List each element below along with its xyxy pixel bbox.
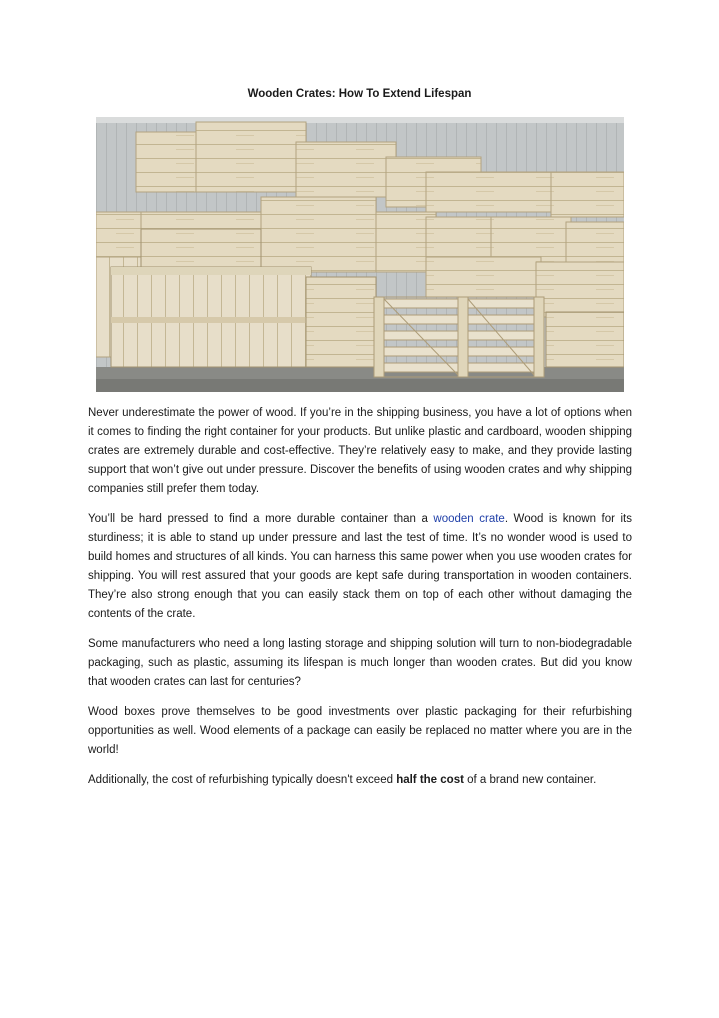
paragraph-5-text-end: of a brand new container. bbox=[463, 774, 597, 786]
paragraph-2-text-end: . Wood is known for its sturdiness; it is able to stand up under pressure and last the test of time. It’s no wonder wood is used to build homes and structures of all kinds. You can harness this same power when you use wooden crates for shipping. You will rest assured that your goods are kept safe during transportation in wooden containers. They’re also strong enough that you can easily stack them on top of each other without damaging the contents of the crate. bbox=[88, 513, 632, 620]
page-title: Wooden Crates: How To Extend Lifespan bbox=[247, 88, 472, 100]
wooden-crate-link[interactable]: wooden crate bbox=[433, 513, 505, 525]
paragraph-4: Wood boxes prove themselves to be good investments over plastic packaging for their refurbishing opportunities as well. Wood elements of a package can easily be replaced no matter where you are in the world! bbox=[88, 706, 632, 756]
paragraph-5-text-start: Additionally, the cost of refurbishing typically doesn't exceed bbox=[88, 774, 397, 786]
paragraph-2 bbox=[88, 510, 632, 624]
paragraph-5 bbox=[88, 771, 632, 790]
half-the-cost-emphasis: half the cost bbox=[396, 774, 464, 786]
wooden-crates-photo bbox=[96, 117, 624, 392]
article-body bbox=[88, 404, 632, 801]
paragraph-3: Some manufacturers who need a long lasting storage and shipping solution will turn to non-biodegradable packaging, such as plastic, assuming its lifespan is much longer than wooden crates. But did you know that wooden crates can last for centuries? bbox=[88, 638, 632, 688]
paragraph-1: Never underestimate the power of wood. If you’re in the shipping business, you have a lot of options when it comes to finding the right container for your products. But unlike plastic and cardboard, wooden shipping crates are extremely durable and cost-effective. They’re relatively easy to make, and they provide lasting support that won’t give out under pressure. Discover the benefits of using wooden crates and why shipping companies still prefer them today. bbox=[88, 407, 632, 495]
paragraph-2-text-start: You’ll be hard pressed to find a more durable container than a bbox=[88, 513, 434, 525]
